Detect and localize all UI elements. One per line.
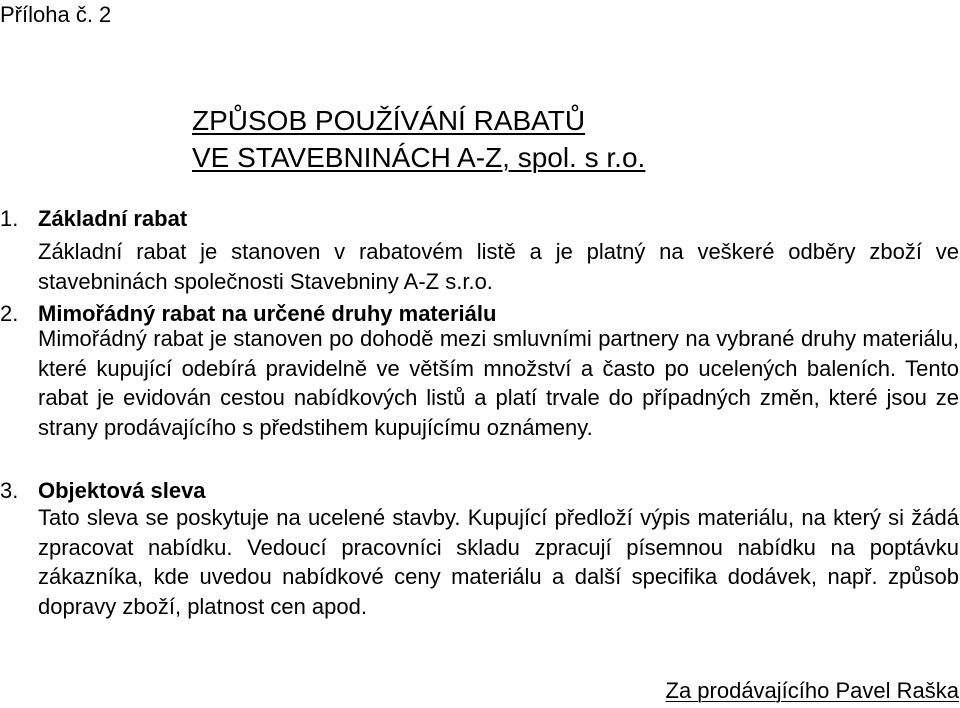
section-3-title: Objektová sleva [38, 478, 206, 503]
section-1-title: Základní rabat [38, 206, 188, 231]
section-3-heading [0, 478, 960, 504]
section-1-text: Základní rabat je stanoven v rabatovém listě a je platný na veškeré odběry zboží ve stavebninách společnosti Stavebniny A-Z s.r.o. [38, 239, 959, 294]
signature-line: Za prodávajícího Pavel Raška [665, 678, 959, 703]
section-1-number: 1. [0, 206, 19, 231]
document-title-line-1: ZPŮSOB POUŽÍVÁNÍ RABATŮ [192, 105, 586, 136]
section-3-text: Tato sleva se poskytuje na ucelené stavby. Kupující předloží výpis materiálu, na který si žádá zpracovat nabídku. Vedoucí pracovníci skladu zpracují písemnou nabídku na poptávku zákazníka, kde uvedou nabídkové ceny materiálu a další specifika dodávek, např. způsob dopravy zboží, platnost cen apod. [38, 505, 959, 619]
annex-label: Příloha č. 2 [0, 2, 112, 27]
section-2-number: 2. [0, 301, 19, 326]
document-title-line-2: VE STAVEBNINÁCH A-Z, spol. s r.o. [192, 142, 646, 173]
section-3-number: 3. [0, 478, 19, 503]
section-2-text: Mimořádný rabat je stanoven po dohodě mezi smluvními partnery na vybrané druhy materiálu, které kupující odebírá pravidelně ve větším množství a často po ucelených baleních. Tento rabat je evidován cestou nabídkových listů a platí trvale do případných změn, které jsou ze strany prodávajícího s předstihem kupujícímu oznámeny. [38, 326, 959, 440]
section-2-title: Mimořádný rabat na určené druhy materiálu [38, 301, 497, 326]
section-1-heading [0, 206, 960, 232]
